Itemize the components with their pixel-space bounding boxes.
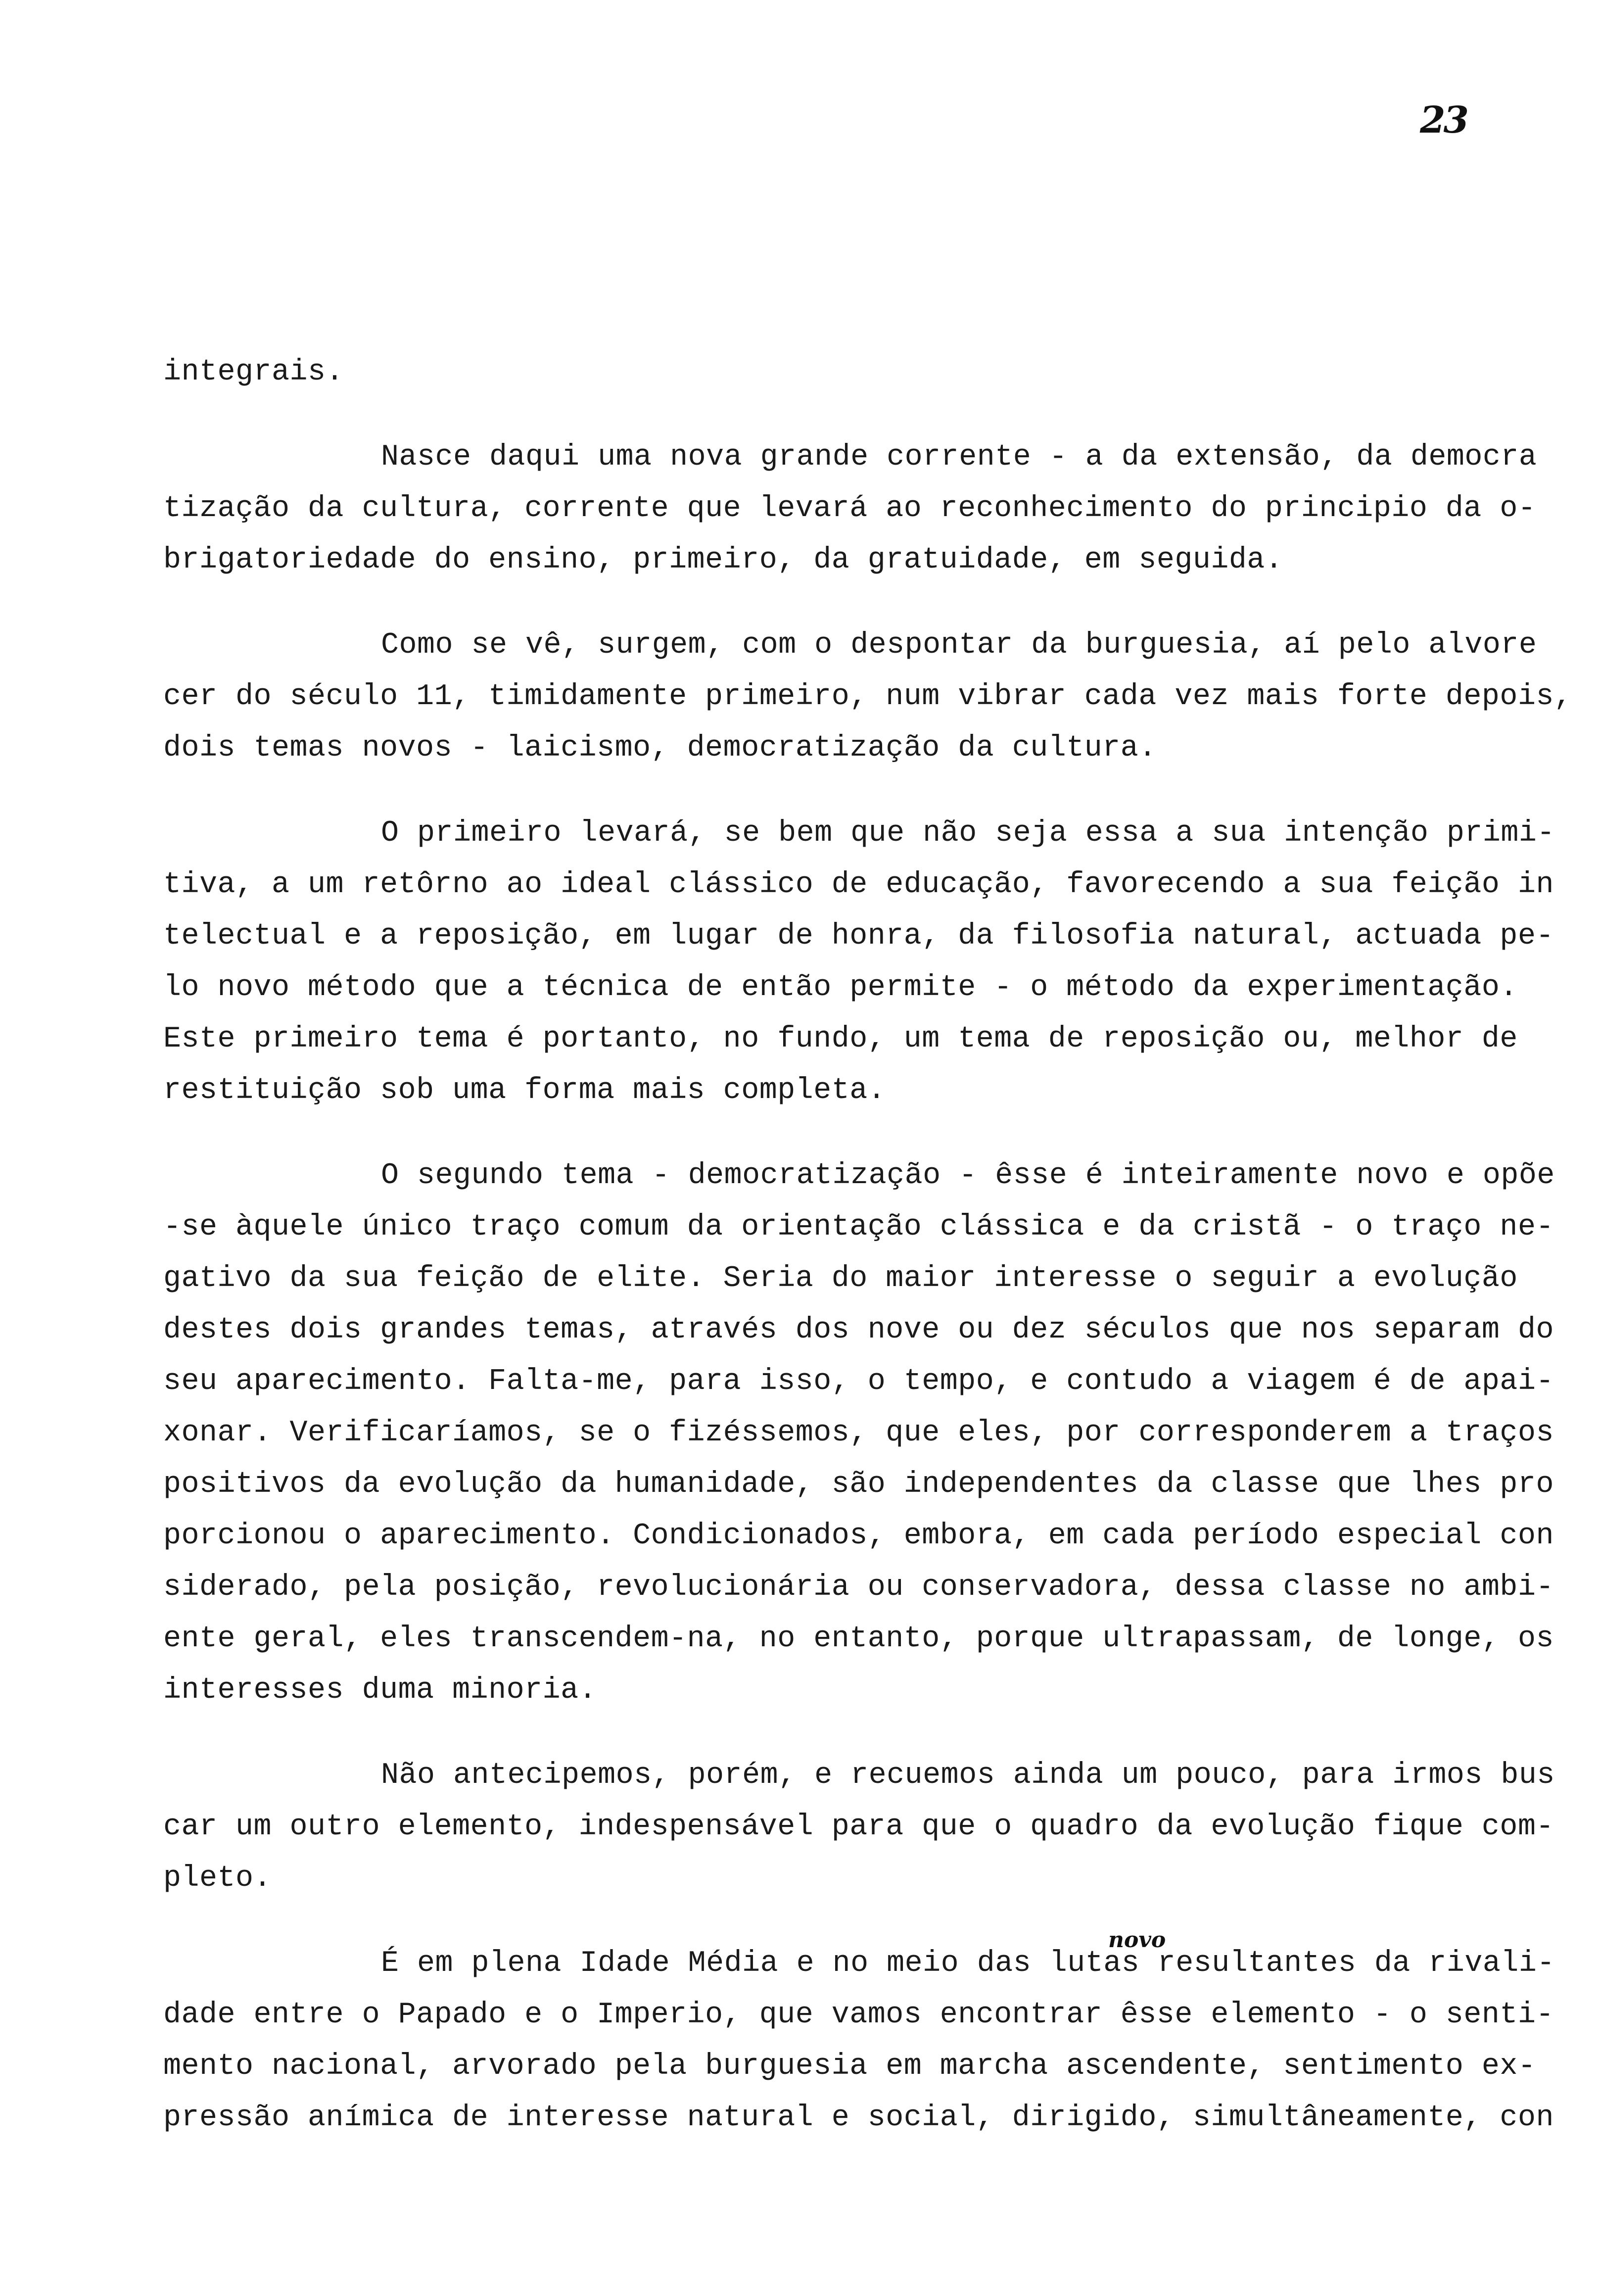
text-line: O segundo tema - democratização - êsse é inteiramente novo e opõe bbox=[381, 1159, 1555, 1193]
text-line: O primeiro levará, se bem que não seja essa a sua intenção primi- bbox=[381, 816, 1555, 850]
text-line: dois temas novos - laicismo, democratização da cultura. bbox=[163, 731, 1157, 765]
page-number: 23 bbox=[1420, 99, 1467, 142]
text-line: interesses duma minoria. bbox=[163, 1674, 597, 1707]
text-line: xonar. Verificaríamos, se o fizéssemos, que eles, por corresponderem a traços bbox=[163, 1416, 1554, 1450]
paragraph-first-theme bbox=[163, 808, 1588, 1116]
text-line: restituição sob uma forma mais completa. bbox=[163, 1074, 886, 1107]
paragraph-another-element bbox=[163, 1750, 1588, 1904]
handwritten-insertion: novo bbox=[1108, 1927, 1166, 1953]
text-line: car um outro elemento, indespensável para que o quadro da evolução fique com- bbox=[163, 1810, 1554, 1844]
text-line: Nasce daqui uma nova grande corrente - a da extensão, da democra bbox=[381, 440, 1537, 474]
text-line: É em plena Idade Média e no meio das lutas resultantes da rivali- bbox=[381, 1947, 1555, 1980]
text-line: brigatoriedade do ensino, primeiro, da gratuidade, em seguida. bbox=[163, 543, 1283, 577]
text-line: -se àquele único traço comum da orientação clássica e da cristã - o traço ne- bbox=[163, 1210, 1554, 1244]
text-line: destes dois grandes temas, através dos nove ou dez séculos que nos separam do bbox=[163, 1313, 1554, 1347]
text-line: Não antecipemos, porém, e recuemos ainda um pouco, para irmos bus bbox=[381, 1759, 1555, 1792]
text-line: porcionou o aparecimento. Condicionados, embora, em cada período especial con bbox=[163, 1519, 1554, 1553]
text-line: gativo da sua feição de elite. Seria do maior interesse o seguir a evolução bbox=[163, 1262, 1518, 1295]
text-line: positivos da evolução da humanidade, são independentes da classe que lhes pro bbox=[163, 1468, 1554, 1501]
text-line: siderado, pela posição, revolucionária ou conservadora, dessa classe no ambi- bbox=[163, 1571, 1554, 1604]
text-line: ente geral, eles transcendem-na, no entanto, porque ultrapassam, de longe, os bbox=[163, 1622, 1554, 1656]
text-line: cer do século 11, timidamente primeiro, num vibrar cada vez mais forte depois, bbox=[163, 680, 1572, 714]
text-line: seu aparecimento. Falta-me, para isso, o tempo, e contudo a viagem é de apai- bbox=[163, 1365, 1554, 1398]
text-line: Como se vê, surgem, com o despontar da burguesia, aí pelo alvore bbox=[381, 628, 1537, 662]
paragraph-national-sentiment bbox=[163, 1938, 1588, 2144]
body-text bbox=[163, 346, 1588, 2177]
text-line: pressão anímica de interesse natural e social, dirigido, simultâneamente, con bbox=[163, 2101, 1554, 2135]
text-line: integrais. bbox=[163, 355, 344, 389]
paragraph-closing-previous bbox=[163, 346, 1588, 398]
paragraph-two-themes bbox=[163, 620, 1588, 774]
paragraph-second-theme bbox=[163, 1150, 1588, 1716]
text-line: Este primeiro tema é portanto, no fundo, um tema de reposição ou, melhor de bbox=[163, 1022, 1518, 1056]
text-line: lo novo método que a técnica de então permite - o método da experimentação. bbox=[163, 971, 1518, 1004]
text-line: telectual e a reposição, em lugar de honra, da filosofia natural, actuada pe- bbox=[163, 919, 1554, 953]
text-line: tiva, a um retôrno ao ideal clássico de educação, favorecendo a sua feição in bbox=[163, 868, 1554, 902]
text-line: dade entre o Papado e o Imperio, que vamos encontrar êsse elemento - o senti- bbox=[163, 1998, 1554, 2032]
text-line: mento nacional, arvorado pela burguesia em marcha ascendente, sentimento ex- bbox=[163, 2050, 1536, 2083]
text-line: tização da cultura, corrente que levará ao reconhecimento do principio da o- bbox=[163, 492, 1536, 526]
text-line: pleto. bbox=[163, 1862, 272, 1895]
paragraph-democratization-current bbox=[163, 431, 1588, 586]
